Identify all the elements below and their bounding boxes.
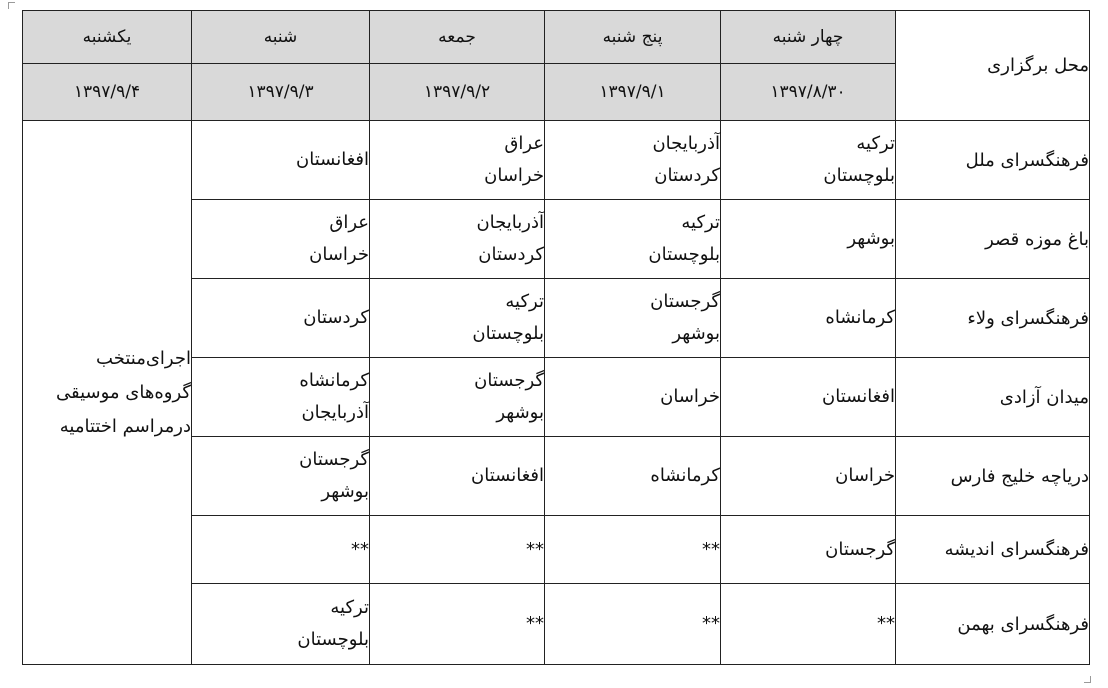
group-name: بوشهر xyxy=(847,228,895,249)
table-row xyxy=(23,121,1090,200)
empty-slot-marker: ** xyxy=(877,613,895,634)
group-name: بلوچستان xyxy=(472,323,544,344)
day-header-sunday: یکشنبه xyxy=(23,11,192,64)
performance-cell xyxy=(545,437,721,516)
closing-ceremony-cell xyxy=(23,121,192,665)
empty-slot-marker: ** xyxy=(702,613,720,634)
date-header-saturday: ۱۳۹۷/۹/۳ xyxy=(192,64,370,121)
closing-line: گروه‌های موسیقی xyxy=(56,381,191,403)
group-name: ترکیه xyxy=(505,291,544,312)
performance-cell xyxy=(192,121,370,200)
performance-cell xyxy=(721,200,896,279)
group-name: ترکیه xyxy=(856,133,895,154)
empty-slot-marker: ** xyxy=(702,538,720,560)
group-name: خراسان xyxy=(309,244,369,265)
venue-cell: فرهنگسرای ملل xyxy=(896,121,1090,200)
date-header-friday: ۱۳۹۷/۹/۲ xyxy=(370,64,545,121)
group-name: عراق xyxy=(329,212,369,233)
day-header-friday: جمعه xyxy=(370,11,545,64)
group-name: خراسان xyxy=(835,465,895,486)
performance-cell xyxy=(545,200,721,279)
performance-cell xyxy=(545,358,721,437)
group-name: کردستان xyxy=(303,307,369,328)
group-name: بوشهر xyxy=(496,402,544,423)
group-name: گرجستان xyxy=(474,370,544,391)
performance-cell xyxy=(370,200,545,279)
group-name: آذربایجان xyxy=(652,133,720,154)
empty-slot-marker: ** xyxy=(351,538,369,560)
date-header-thursday: ۱۳۹۷/۹/۱ xyxy=(545,64,721,121)
group-name: بلوچستان xyxy=(823,165,895,186)
schedule-table xyxy=(22,10,1090,665)
performance-cell xyxy=(545,584,721,665)
group-name: ترکیه xyxy=(681,212,720,233)
group-name: گرجستان xyxy=(299,449,369,470)
performance-cell xyxy=(545,279,721,358)
page-corner-mark-bottom-right xyxy=(1084,676,1091,683)
group-name: خراسان xyxy=(660,386,720,407)
date-header-sunday: ۱۳۹۷/۹/۴ xyxy=(23,64,192,121)
group-name: بوشهر xyxy=(321,481,369,502)
performance-cell xyxy=(192,279,370,358)
day-header-saturday: شنبه xyxy=(192,11,370,64)
performance-cell xyxy=(370,584,545,665)
venue-cell: میدان آزادی xyxy=(896,358,1090,437)
performance-cell xyxy=(192,200,370,279)
closing-line: اجرای‌منتخب xyxy=(96,347,191,369)
performance-cell xyxy=(192,516,370,584)
performance-cell xyxy=(370,358,545,437)
performance-cell xyxy=(370,437,545,516)
performance-cell xyxy=(545,121,721,200)
performance-cell xyxy=(192,437,370,516)
page-corner-mark-top-left xyxy=(8,2,15,9)
group-name: بلوچستان xyxy=(648,244,720,265)
group-name: کرمانشاه xyxy=(299,370,369,391)
empty-slot-marker: ** xyxy=(526,613,544,634)
group-name: خراسان xyxy=(484,165,544,186)
venue-cell: فرهنگسرای اندیشه xyxy=(896,516,1090,584)
performance-cell xyxy=(721,437,896,516)
venue-cell: دریاچه خلیج فارس xyxy=(896,437,1090,516)
performance-cell xyxy=(721,516,896,584)
performance-cell xyxy=(721,358,896,437)
group-name: افغانستان xyxy=(822,386,895,407)
venue-cell: باغ موزه قصر xyxy=(896,200,1090,279)
performance-cell xyxy=(192,584,370,665)
performance-cell xyxy=(721,279,896,358)
performance-cell xyxy=(370,516,545,584)
performance-cell xyxy=(370,279,545,358)
group-name: گرجستان xyxy=(650,291,720,312)
group-name: عراق xyxy=(504,133,544,154)
group-name: کرمانشاه xyxy=(825,307,895,328)
group-name: کردستان xyxy=(478,244,544,265)
group-name: ترکیه xyxy=(330,597,369,618)
group-name: بلوچستان xyxy=(297,629,369,650)
performance-cell xyxy=(545,516,721,584)
performance-cell xyxy=(721,584,896,665)
date-header-wednesday: ۱۳۹۷/۸/۳۰ xyxy=(721,64,896,121)
group-name: کرمانشاه xyxy=(650,465,720,486)
empty-slot-marker: ** xyxy=(526,538,544,560)
performance-cell xyxy=(192,358,370,437)
closing-line: درمراسم اختتامیه xyxy=(59,415,191,437)
performance-cell xyxy=(370,121,545,200)
group-name: بوشهر xyxy=(672,323,720,344)
performance-cell xyxy=(721,121,896,200)
day-header-thursday: پنج شنبه xyxy=(545,11,721,64)
venue-cell: فرهنگسرای ولاء xyxy=(896,279,1090,358)
venue-cell: فرهنگسرای بهمن xyxy=(896,584,1090,665)
group-name: کردستان xyxy=(654,165,720,186)
group-name: گرجستان xyxy=(825,538,895,560)
venue-column-header: محل برگزاری xyxy=(896,11,1090,121)
group-name: افغانستان xyxy=(471,465,544,486)
group-name: آذربایجان xyxy=(476,212,544,233)
header-row-days xyxy=(23,11,1090,64)
day-header-wednesday: چهار شنبه xyxy=(721,11,896,64)
group-name: آذربایجان xyxy=(301,402,369,423)
group-name: افغانستان xyxy=(296,149,369,170)
